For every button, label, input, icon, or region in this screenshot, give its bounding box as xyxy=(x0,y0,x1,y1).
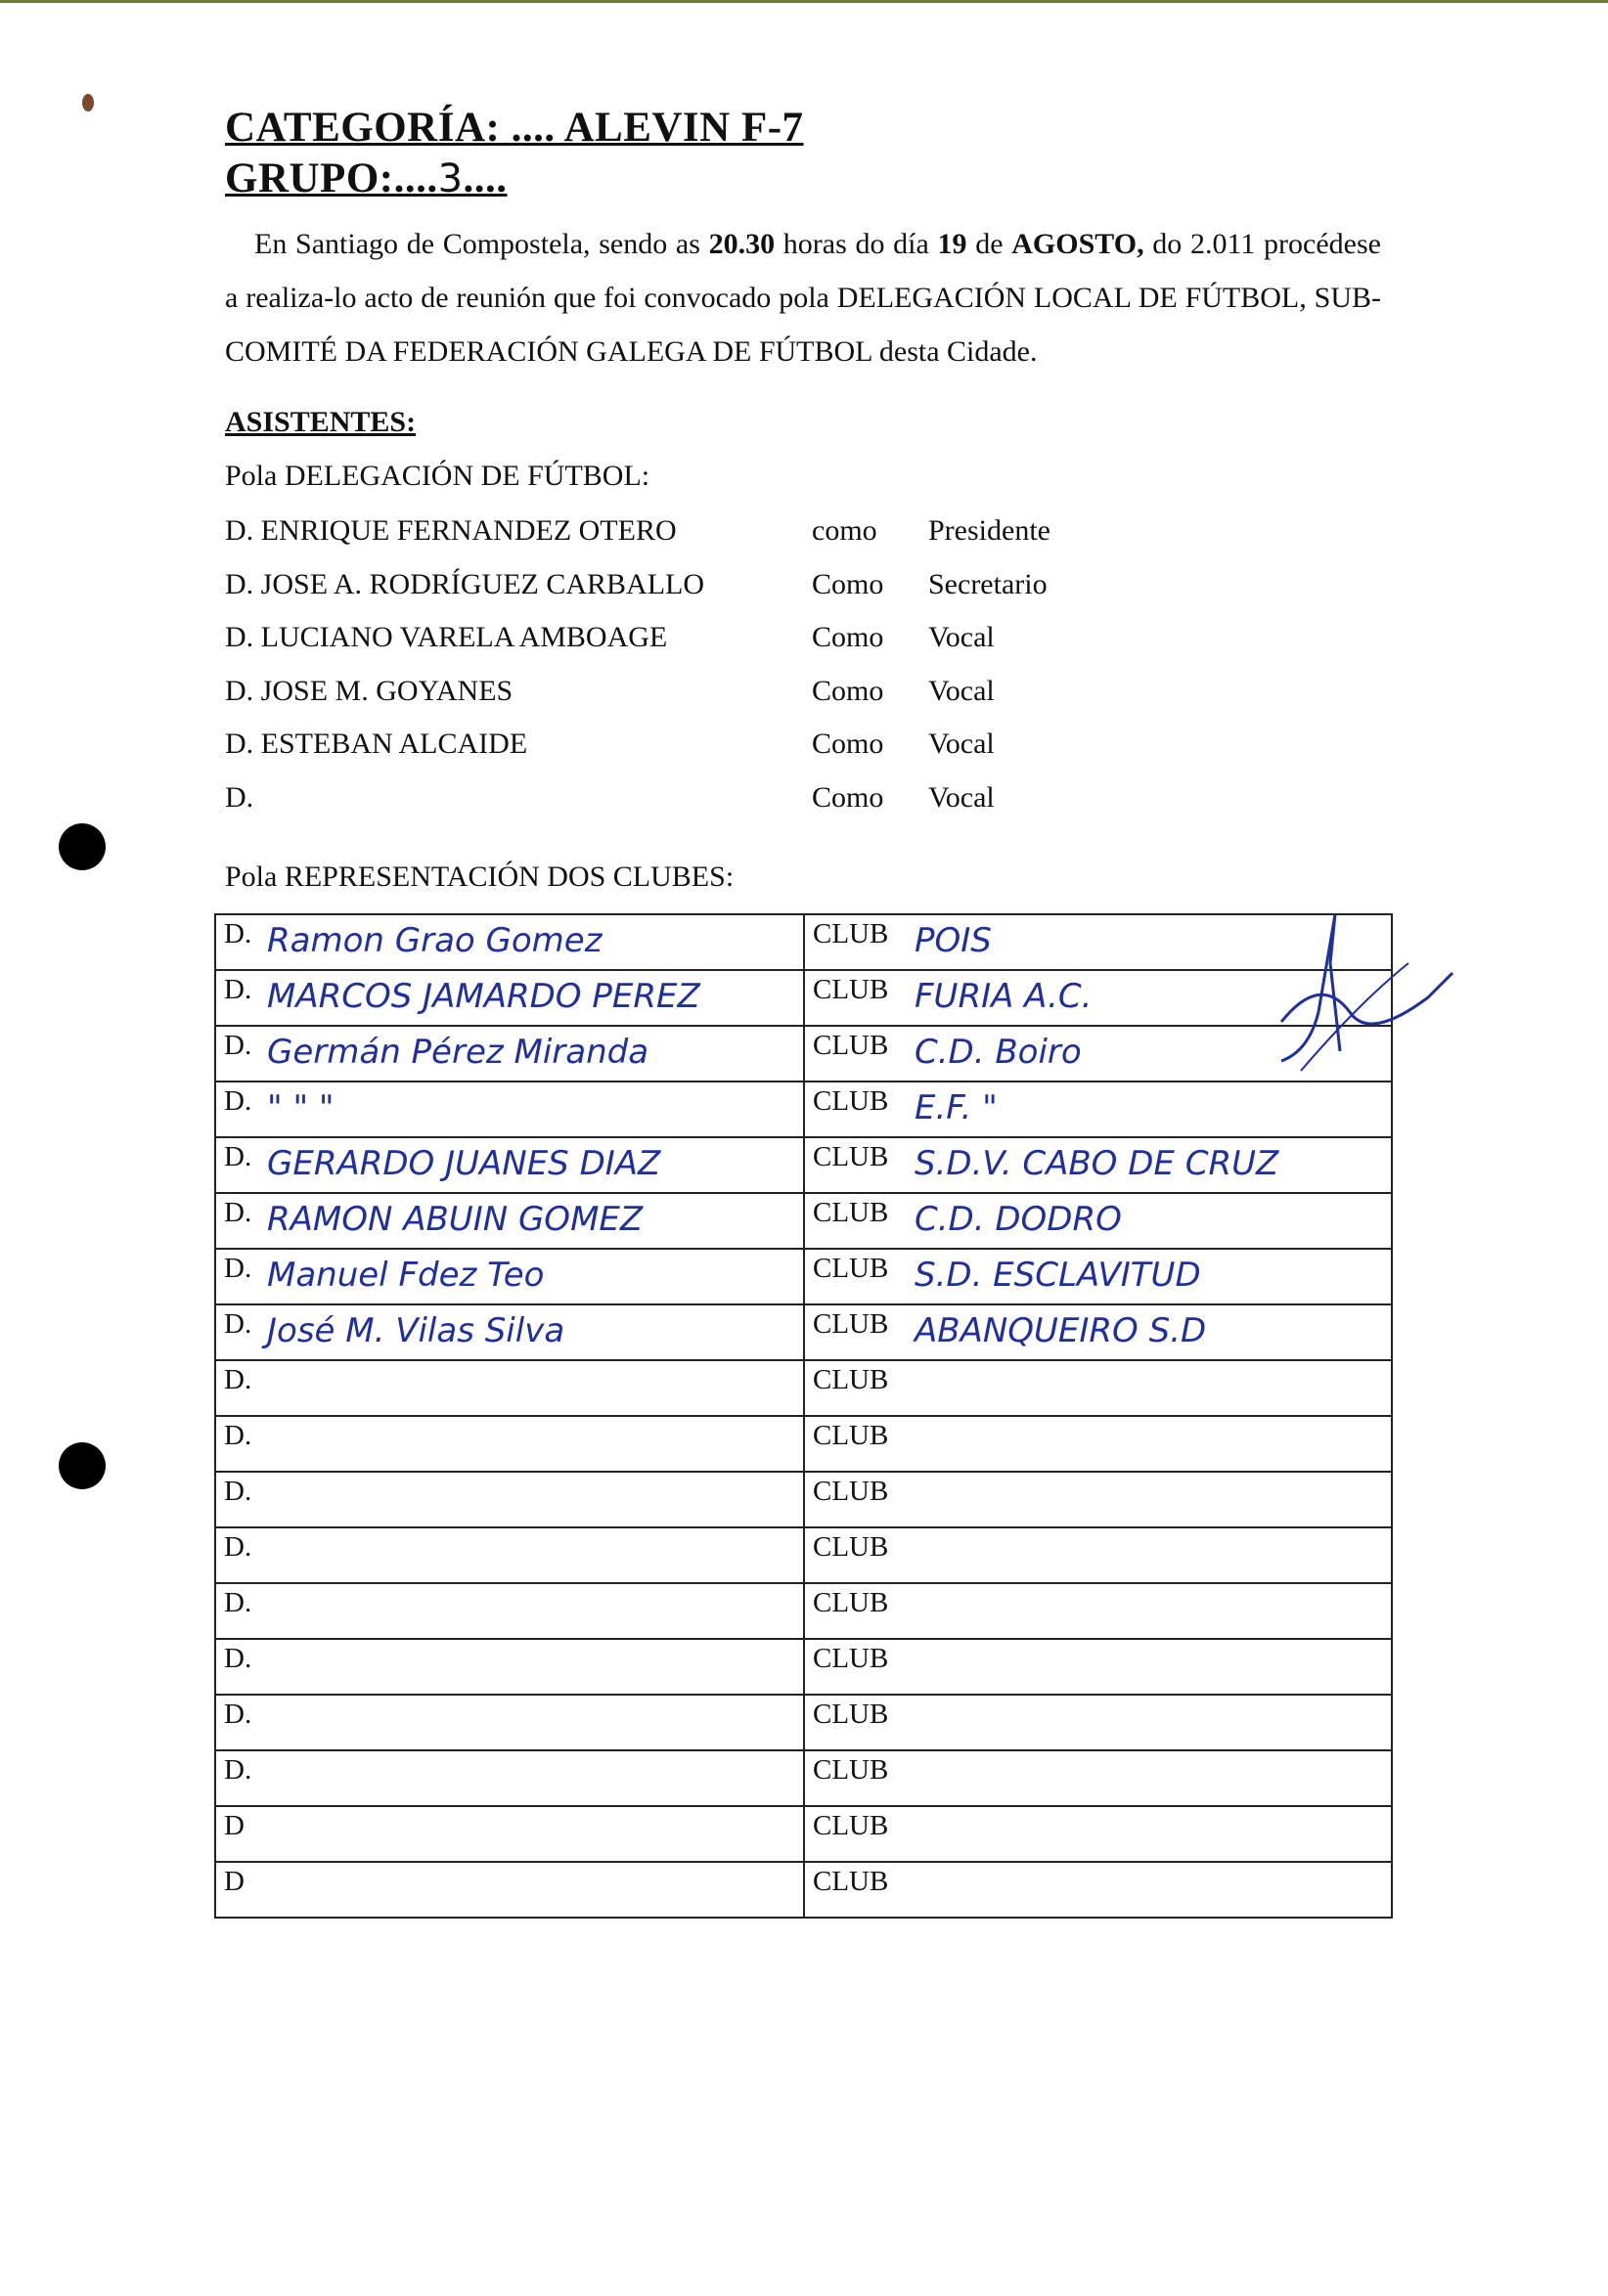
handwritten-club-name: C.D. DODRO xyxy=(915,1200,1122,1239)
table-row xyxy=(215,1472,1392,1527)
club-cell xyxy=(804,1527,1392,1583)
representative-cell xyxy=(215,970,804,1026)
clubs-table xyxy=(214,913,1393,1919)
handwritten-representative: Ramon Grao Gomez xyxy=(267,921,603,960)
club-label: CLUB xyxy=(813,918,889,949)
member-name: D. JOSE M. GOYANES xyxy=(225,674,514,707)
table-row xyxy=(215,1806,1392,1862)
handwritten-representative: José M. Vilas Silva xyxy=(267,1311,565,1350)
member-role: Secretario xyxy=(928,567,1048,600)
member-como: Como xyxy=(812,567,884,600)
club-cell xyxy=(804,1639,1392,1695)
club-label: CLUB xyxy=(813,974,889,1005)
table-row xyxy=(215,1416,1392,1472)
representative-cell xyxy=(215,1862,804,1918)
club-label: CLUB xyxy=(813,1754,889,1786)
representative-cell xyxy=(215,1304,804,1360)
handwritten-representative: " " " xyxy=(267,1088,335,1127)
club-label: CLUB xyxy=(813,1253,889,1284)
representative-cell xyxy=(215,1137,804,1193)
member-row xyxy=(225,514,1203,553)
representative-cell xyxy=(215,1082,804,1137)
row-prefix: D. xyxy=(224,1587,252,1618)
handwritten-club-name: FURIA A.C. xyxy=(915,977,1093,1016)
member-como: Como xyxy=(812,621,884,654)
representative-cell xyxy=(215,1249,804,1304)
club-label: CLUB xyxy=(813,1587,889,1618)
club-cell xyxy=(804,1416,1392,1472)
handwritten-club-name: C.D. Boiro xyxy=(915,1033,1082,1072)
member-row xyxy=(225,621,1203,660)
handwritten-club-name: E.F. " xyxy=(915,1088,998,1127)
paper-stain xyxy=(82,94,94,111)
table-row xyxy=(215,914,1392,970)
table-row xyxy=(215,1583,1392,1639)
table-row xyxy=(215,1862,1392,1918)
member-como: Como xyxy=(812,674,884,707)
table-row xyxy=(215,1137,1392,1193)
club-cell xyxy=(804,1472,1392,1527)
member-name: D. xyxy=(225,781,254,814)
row-prefix: D. xyxy=(224,1253,252,1284)
club-cell xyxy=(804,1583,1392,1639)
row-prefix: D. xyxy=(224,974,252,1005)
representative-cell xyxy=(215,1750,804,1806)
member-row xyxy=(225,675,1203,714)
table-row xyxy=(215,1082,1392,1137)
handwritten-club-name: POIS xyxy=(915,921,992,960)
representative-cell xyxy=(215,1026,804,1082)
member-row xyxy=(225,728,1203,767)
row-prefix: D. xyxy=(224,918,252,949)
punch-hole-top xyxy=(59,823,106,870)
row-prefix: D. xyxy=(224,1085,252,1117)
table-row xyxy=(215,1249,1392,1304)
member-role: Vocal xyxy=(928,781,995,814)
club-cell xyxy=(804,1304,1392,1360)
table-row xyxy=(215,1304,1392,1360)
handwritten-representative: Germán Pérez Miranda xyxy=(267,1033,649,1072)
handwritten-representative: MARCOS JAMARDO PEREZ xyxy=(267,977,700,1016)
handwritten-club-name: S.D. ESCLAVITUD xyxy=(915,1256,1201,1295)
meeting-time: 20.30 xyxy=(708,228,776,260)
member-como: Como xyxy=(812,728,884,761)
club-label: CLUB xyxy=(813,1476,889,1507)
table-row xyxy=(215,1695,1392,1750)
representative-cell xyxy=(215,1193,804,1249)
member-role: Vocal xyxy=(928,621,995,654)
meeting-month: AGOSTO, xyxy=(1011,228,1144,260)
club-label: CLUB xyxy=(813,1643,889,1674)
row-prefix: D. xyxy=(224,1364,252,1395)
member-name: D. ESTEBAN ALCAIDE xyxy=(225,728,528,761)
group-value: 3 xyxy=(437,156,464,201)
row-prefix: D. xyxy=(224,1531,252,1563)
clubs-label: Pola REPRESENTACIÓN DOS CLUBES: xyxy=(225,861,735,893)
representative-cell xyxy=(215,1527,804,1583)
category-title: CATEGORÍA: .... ALEVIN F-7 xyxy=(225,105,804,151)
club-cell xyxy=(804,1193,1392,1249)
row-prefix: D. xyxy=(224,1141,252,1172)
punch-hole-bottom xyxy=(59,1442,106,1489)
representative-cell xyxy=(215,1416,804,1472)
representative-cell xyxy=(215,1472,804,1527)
handwritten-club-name: S.D.V. CABO DE CRUZ xyxy=(915,1144,1279,1183)
table-row xyxy=(215,1639,1392,1695)
club-label: CLUB xyxy=(813,1308,889,1340)
handwritten-representative: GERARDO JUANES DIAZ xyxy=(267,1144,661,1183)
handwritten-club-name: ABANQUEIRO S.D xyxy=(915,1311,1207,1350)
club-label: CLUB xyxy=(813,1866,889,1897)
handwritten-representative: Manuel Fdez Teo xyxy=(267,1256,545,1295)
president-signature xyxy=(1262,905,1457,1090)
club-label: CLUB xyxy=(813,1364,889,1395)
club-label: CLUB xyxy=(813,1141,889,1172)
club-cell xyxy=(804,1806,1392,1862)
club-label: CLUB xyxy=(813,1531,889,1563)
table-row xyxy=(215,970,1392,1026)
club-label: CLUB xyxy=(813,1699,889,1730)
member-role: Vocal xyxy=(928,728,995,761)
representative-cell xyxy=(215,1360,804,1416)
member-como: Como xyxy=(812,781,884,814)
table-row xyxy=(215,1193,1392,1249)
row-prefix: D. xyxy=(224,1699,252,1730)
row-prefix: D. xyxy=(224,1308,252,1340)
club-cell xyxy=(804,1137,1392,1193)
row-prefix: D. xyxy=(224,1643,252,1674)
member-row xyxy=(225,568,1203,607)
club-label: CLUB xyxy=(813,1420,889,1451)
table-row xyxy=(215,1026,1392,1082)
club-cell xyxy=(804,1695,1392,1750)
group-title xyxy=(225,155,508,202)
representative-cell xyxy=(215,1806,804,1862)
club-cell xyxy=(804,1862,1392,1918)
row-prefix: D. xyxy=(224,1420,252,1451)
club-cell xyxy=(804,1750,1392,1806)
row-prefix: D. xyxy=(224,1754,252,1786)
member-role: Vocal xyxy=(928,674,995,707)
intro-paragraph: En Santiago de Compostela, sendo as 20.30 horas do día 19 de AGOSTO, do 2.011 procédese a realiza-lo acto de reunión que foi convocado pola DELEGACIÓN LOCAL DE FÚTBOL, SUB-COMITÉ DA FEDERACIÓN GALEGA DE FÚTBOL desta Cidade. xyxy=(225,228,1381,368)
club-label: CLUB xyxy=(813,1085,889,1117)
attendees-heading: ASISTENTES: xyxy=(225,406,417,438)
member-role: Presidente xyxy=(928,514,1050,547)
club-cell xyxy=(804,1360,1392,1416)
row-prefix: D. xyxy=(224,1476,252,1507)
handwritten-representative: RAMON ABUIN GOMEZ xyxy=(267,1200,644,1239)
row-prefix: D xyxy=(224,1810,245,1841)
delegation-label: Pola DELEGACIÓN DE FÚTBOL: xyxy=(225,460,650,492)
representative-cell xyxy=(215,1695,804,1750)
club-label: CLUB xyxy=(813,1810,889,1841)
representative-cell xyxy=(215,1583,804,1639)
row-prefix: D. xyxy=(224,1197,252,1228)
member-row xyxy=(225,781,1203,820)
group-label: GRUPO:.... xyxy=(225,155,438,201)
row-prefix: D xyxy=(224,1866,245,1897)
row-prefix: D. xyxy=(224,1030,252,1061)
member-name: D. ENRIQUE FERNANDEZ OTERO xyxy=(225,514,677,547)
club-label: CLUB xyxy=(813,1030,889,1061)
page-top-border xyxy=(0,0,1608,3)
member-name: D. LUCIANO VARELA AMBOAGE xyxy=(225,621,668,654)
member-como: como xyxy=(812,514,877,547)
meeting-day: 19 xyxy=(937,228,967,260)
club-cell xyxy=(804,1249,1392,1304)
table-row xyxy=(215,1527,1392,1583)
table-row xyxy=(215,1360,1392,1416)
club-label: CLUB xyxy=(813,1197,889,1228)
group-suffix: .... xyxy=(463,155,508,201)
representative-cell xyxy=(215,914,804,970)
member-name: D. JOSE A. RODRÍGUEZ CARBALLO xyxy=(225,567,705,600)
representative-cell xyxy=(215,1639,804,1695)
table-row xyxy=(215,1750,1392,1806)
